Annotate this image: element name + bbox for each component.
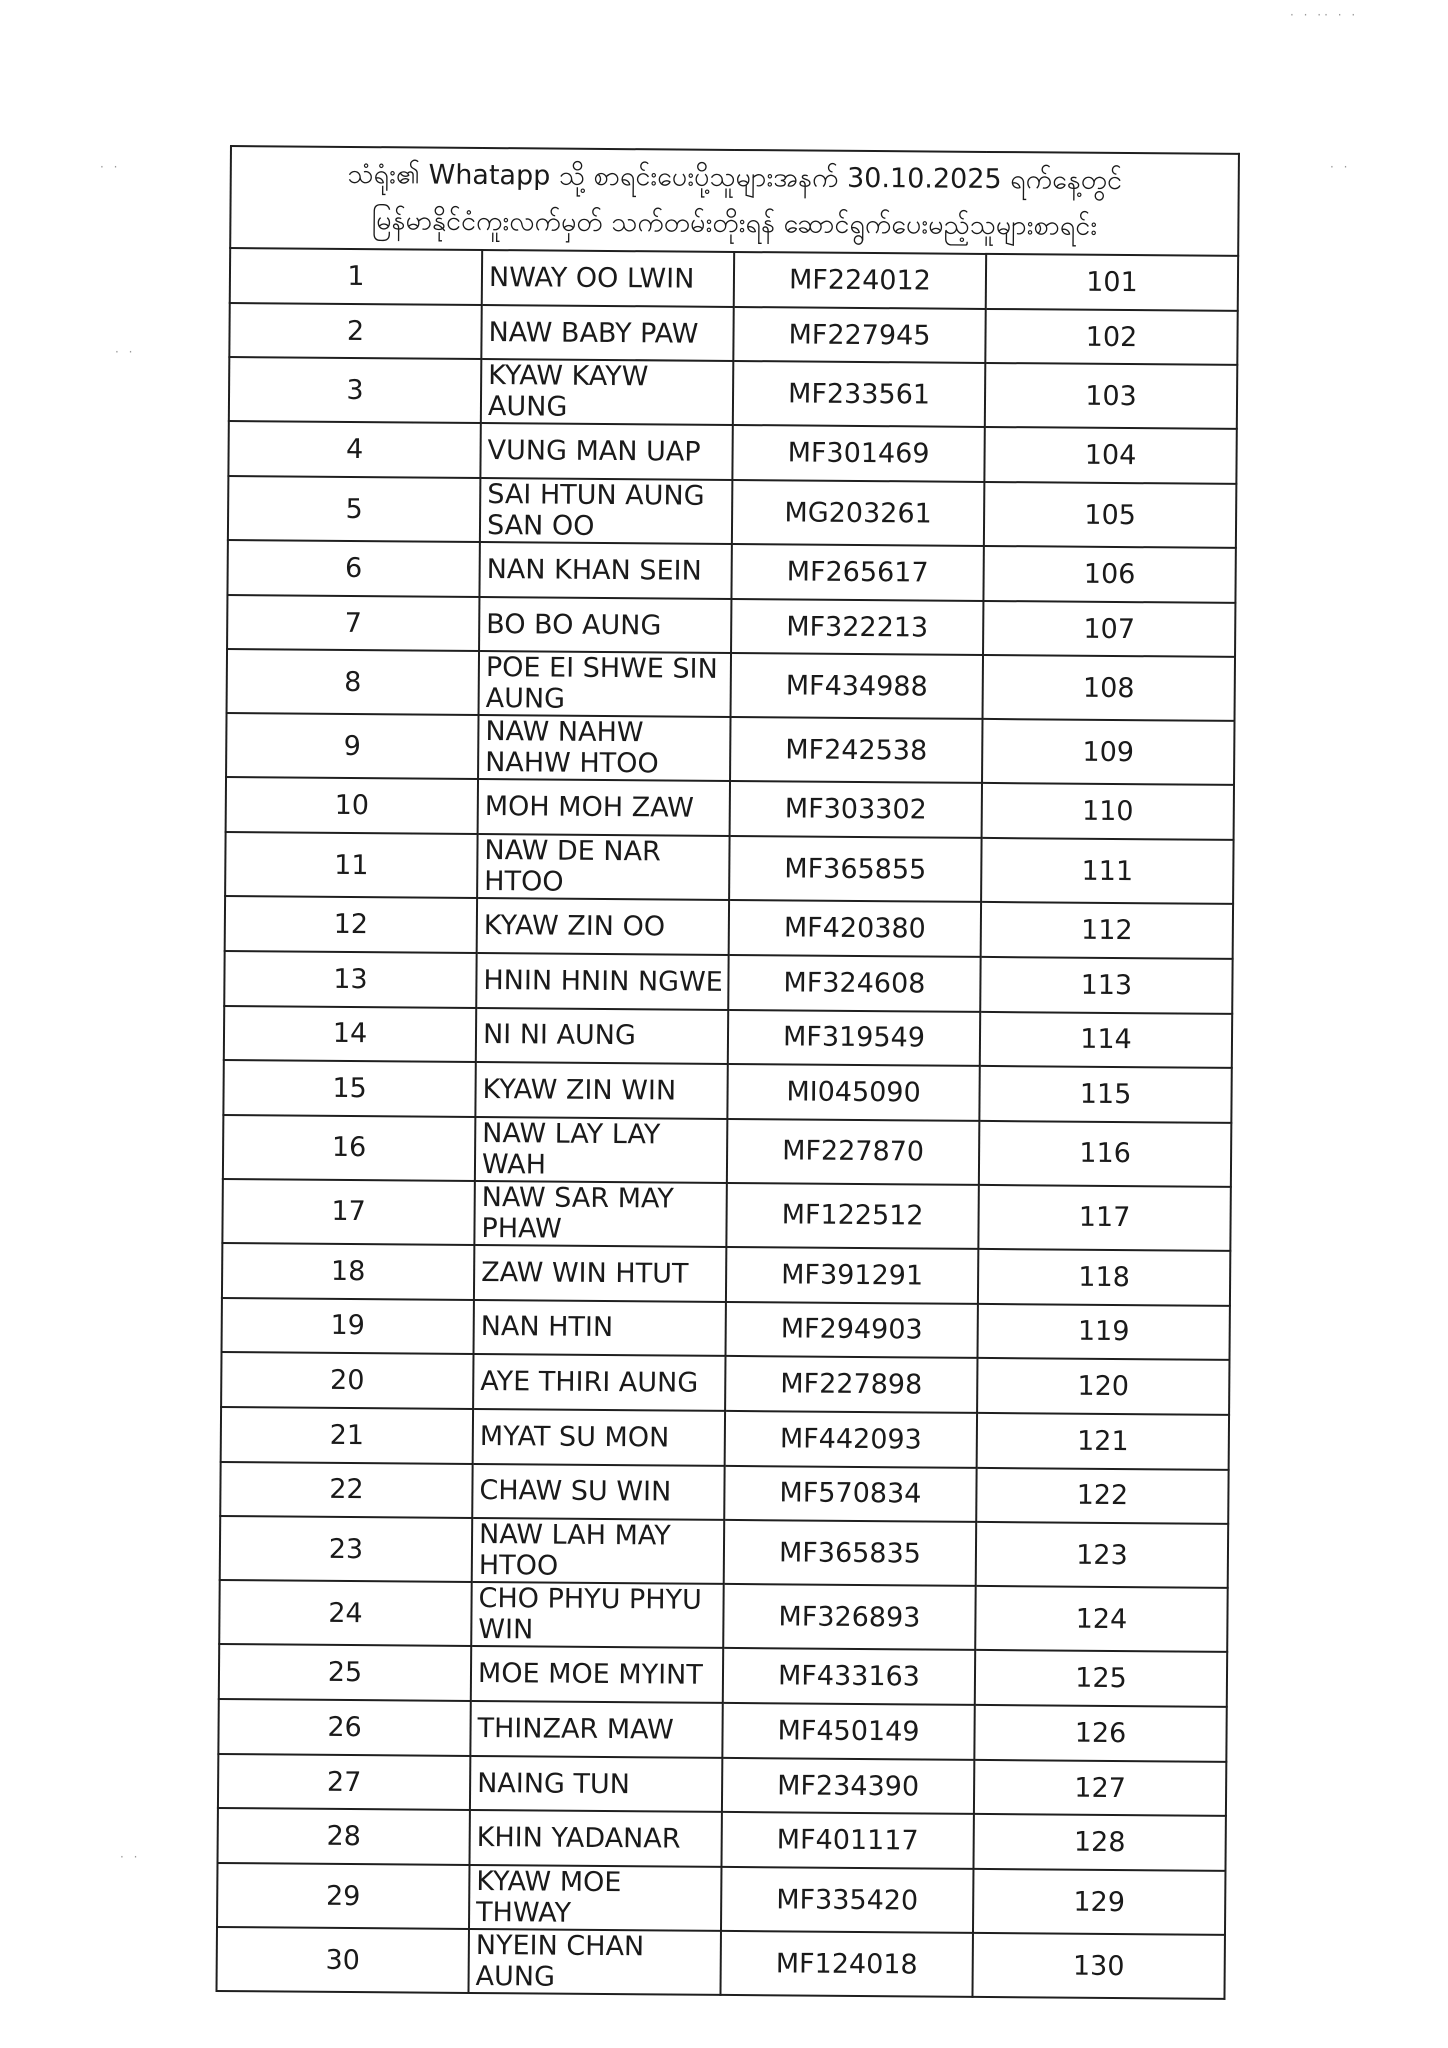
table-row (222, 1243, 1230, 1306)
row-number: 16 (223, 1115, 475, 1181)
queue-number: 116 (979, 1121, 1231, 1187)
passport-number: MF365855 (729, 836, 981, 902)
row-number: 18 (222, 1243, 474, 1300)
passport-number: MF570834 (724, 1466, 976, 1523)
queue-number: 120 (977, 1358, 1229, 1415)
queue-number: 121 (977, 1413, 1229, 1470)
title-line-1: သံရုံး၏ Whatapp သို့ စာရင်းပေးပို့သူများအနက် 30.10.2025 ရက်နေ့တွင် (347, 158, 1123, 197)
row-number: 17 (222, 1179, 474, 1245)
row-number: 29 (217, 1863, 469, 1929)
row-number: 19 (222, 1298, 474, 1355)
passport-number: MF324608 (728, 955, 980, 1012)
applicant-name: ZAW WIN HTUT (474, 1245, 726, 1302)
table-row (229, 303, 1237, 366)
row-number: 2 (229, 303, 481, 360)
row-number: 15 (223, 1060, 475, 1117)
row-number: 10 (226, 777, 478, 834)
table-row (228, 421, 1236, 484)
queue-number: 127 (974, 1760, 1226, 1817)
table-row (218, 1808, 1226, 1871)
applicant-name: NAW NAHW NAHW HTOO (478, 715, 730, 781)
applicant-name: MOE MOE MYINT (471, 1646, 723, 1703)
queue-number: 114 (980, 1011, 1232, 1068)
queue-number: 112 (981, 902, 1233, 959)
row-number: 4 (228, 421, 480, 478)
queue-number: 105 (984, 482, 1236, 548)
table-row (228, 476, 1236, 548)
table-row (226, 713, 1234, 785)
passport-number: MF301469 (732, 425, 984, 482)
row-number: 13 (224, 951, 476, 1008)
applicant-name: NAW SAR MAY PHAW (474, 1181, 726, 1247)
queue-number: 126 (974, 1705, 1226, 1762)
passport-number: MF234390 (722, 1758, 974, 1815)
table-row (221, 1352, 1229, 1415)
queue-number: 106 (983, 546, 1235, 603)
applicant-name: MOH MOH ZAW (478, 779, 730, 836)
table-row (224, 951, 1232, 1014)
table-row (230, 248, 1238, 311)
table-row (221, 1407, 1229, 1470)
row-number: 11 (225, 832, 477, 898)
applicant-name: NAING TUN (470, 1756, 722, 1813)
queue-number: 110 (982, 783, 1234, 840)
passport-number: MF433163 (723, 1648, 975, 1705)
applicant-name: KYAW ZIN OO (477, 898, 729, 955)
queue-number: 119 (977, 1303, 1229, 1360)
table-body (217, 248, 1239, 1999)
scan-noise: · · (100, 160, 121, 174)
passport-number: MF294903 (726, 1301, 978, 1358)
scan-noise: · · (120, 1850, 141, 1864)
passport-number: MF227898 (725, 1356, 977, 1413)
row-number: 24 (219, 1580, 471, 1646)
table-row (222, 1179, 1230, 1251)
row-number: 30 (217, 1927, 469, 1993)
queue-number: 104 (984, 427, 1236, 484)
table-row (227, 540, 1235, 603)
passport-number: MF326893 (723, 1584, 975, 1650)
applicant-name: KHIN YADANAR (469, 1810, 721, 1867)
row-number: 20 (221, 1352, 473, 1409)
queue-number: 128 (973, 1814, 1225, 1871)
table-row (220, 1462, 1228, 1525)
row-number: 23 (220, 1516, 472, 1582)
applicant-name: AYE THIRI AUNG (473, 1354, 725, 1411)
passport-number: MF365835 (724, 1520, 976, 1586)
table-row (225, 896, 1233, 959)
passport-number: MF303302 (730, 781, 982, 838)
scan-noise: · · (1330, 160, 1351, 174)
table-row (227, 595, 1235, 658)
table-row (222, 1298, 1230, 1361)
applicant-name: VUNG MAN UAP (480, 423, 732, 480)
queue-number: 108 (983, 655, 1235, 721)
passport-number: MF319549 (728, 1009, 980, 1066)
table-title (230, 146, 1239, 256)
applicant-name: NI NI AUNG (476, 1007, 728, 1064)
passport-number: MF124018 (720, 1931, 972, 1997)
applicant-name: MYAT SU MON (473, 1409, 725, 1466)
queue-number: 122 (976, 1468, 1228, 1525)
row-number: 22 (220, 1462, 472, 1519)
table-row (219, 1580, 1227, 1652)
row-number: 21 (221, 1407, 473, 1464)
queue-number: 111 (981, 838, 1233, 904)
applicant-name: NAW BABY PAW (481, 305, 733, 362)
queue-number: 123 (976, 1522, 1228, 1588)
row-number: 25 (219, 1644, 471, 1701)
applicant-name: NAW DE NAR HTOO (477, 834, 729, 900)
table-row (218, 1699, 1226, 1762)
applicant-name: CHAW SU WIN (472, 1464, 724, 1521)
applicant-name: NAW LAY LAY WAH (475, 1117, 727, 1183)
scan-noise: · · (115, 345, 136, 359)
passport-number: MF391291 (726, 1247, 978, 1304)
table-row (217, 1927, 1225, 1999)
row-number: 14 (224, 1005, 476, 1062)
scan-noise: · · ·· · · (1290, 8, 1359, 22)
applicant-name: THINZAR MAW (470, 1701, 722, 1758)
passport-number: MF442093 (725, 1411, 977, 1468)
row-number: 7 (227, 595, 479, 652)
applicant-name: BO BO AUNG (479, 597, 731, 654)
table-row (227, 649, 1235, 721)
passport-number: MF122512 (726, 1183, 978, 1249)
row-number: 9 (226, 713, 478, 779)
row-number: 12 (225, 896, 477, 953)
queue-number: 102 (985, 309, 1237, 366)
passport-number: MF227870 (727, 1119, 979, 1185)
applicant-name: NYEIN CHAN AUNG (468, 1929, 720, 1995)
passport-number: MG203261 (732, 480, 984, 546)
row-number: 5 (228, 476, 480, 542)
table-row (223, 1060, 1231, 1123)
applicant-name: NAN HTIN (474, 1300, 726, 1357)
passport-number: MF233561 (733, 361, 985, 427)
passport-number: MF242538 (730, 717, 982, 783)
table-row (217, 1863, 1225, 1935)
table-row (223, 1115, 1231, 1187)
applicant-name: NAN KHAN SEIN (479, 542, 731, 599)
passport-number: MF401117 (721, 1812, 973, 1869)
queue-number: 107 (983, 601, 1235, 658)
queue-number: 130 (972, 1933, 1224, 1999)
queue-number: 117 (978, 1185, 1230, 1251)
document-sheet (215, 145, 1239, 2000)
passport-number: MF322213 (731, 599, 983, 656)
row-number: 26 (218, 1699, 470, 1756)
queue-number: 101 (986, 254, 1238, 311)
applicant-name: NAW LAH MAY HTOO (472, 1518, 724, 1584)
table-row (219, 1644, 1227, 1707)
table-row (226, 777, 1234, 840)
table-row (224, 1005, 1232, 1068)
applicant-name: SAI HTUN AUNG SAN OO (480, 478, 732, 544)
passport-renewal-table (215, 145, 1239, 2000)
passport-number: MF434988 (731, 653, 983, 719)
row-number: 6 (227, 540, 479, 597)
passport-number: MF335420 (721, 1867, 973, 1933)
row-number: 1 (230, 248, 482, 305)
passport-number: MF227945 (733, 307, 985, 364)
queue-number: 129 (973, 1869, 1225, 1935)
applicant-name: KYAW ZIN WIN (475, 1062, 727, 1119)
queue-number: 125 (975, 1650, 1227, 1707)
queue-number: 115 (979, 1066, 1231, 1123)
queue-number: 113 (980, 957, 1232, 1014)
passport-number: MF265617 (731, 544, 983, 601)
queue-number: 103 (985, 363, 1237, 429)
applicant-name: HNIN HNIN NGWE (476, 953, 728, 1010)
table-row (218, 1754, 1226, 1817)
passport-number: MI045090 (727, 1064, 979, 1121)
table-row (229, 357, 1237, 429)
passport-number: MF420380 (729, 900, 981, 957)
queue-number: 109 (982, 719, 1234, 785)
table-row (220, 1516, 1228, 1588)
title-line-2: မြန်မာနိုင်ငံကူးလက်မှတ် သက်တမ်းတိုးရန် ဆောင်ရွက်ပေးမည့်သူများစာရင်း (371, 205, 1098, 242)
table-row (225, 832, 1233, 904)
applicant-name: POE EI SHWE SIN AUNG (479, 651, 731, 717)
passport-number: MF224012 (734, 252, 986, 309)
row-number: 8 (227, 649, 479, 715)
applicant-name: KYAW MOE THWAY (469, 1865, 721, 1931)
passport-number: MF450149 (722, 1703, 974, 1760)
table-title-row (230, 146, 1239, 256)
row-number: 28 (218, 1808, 470, 1865)
applicant-name: CHO PHYU PHYU WIN (471, 1582, 723, 1648)
row-number: 27 (218, 1754, 470, 1811)
row-number: 3 (229, 357, 481, 423)
applicant-name: NWAY OO LWIN (482, 250, 734, 307)
queue-number: 124 (975, 1586, 1227, 1652)
queue-number: 118 (978, 1249, 1230, 1306)
applicant-name: KYAW KAYW AUNG (481, 359, 733, 425)
